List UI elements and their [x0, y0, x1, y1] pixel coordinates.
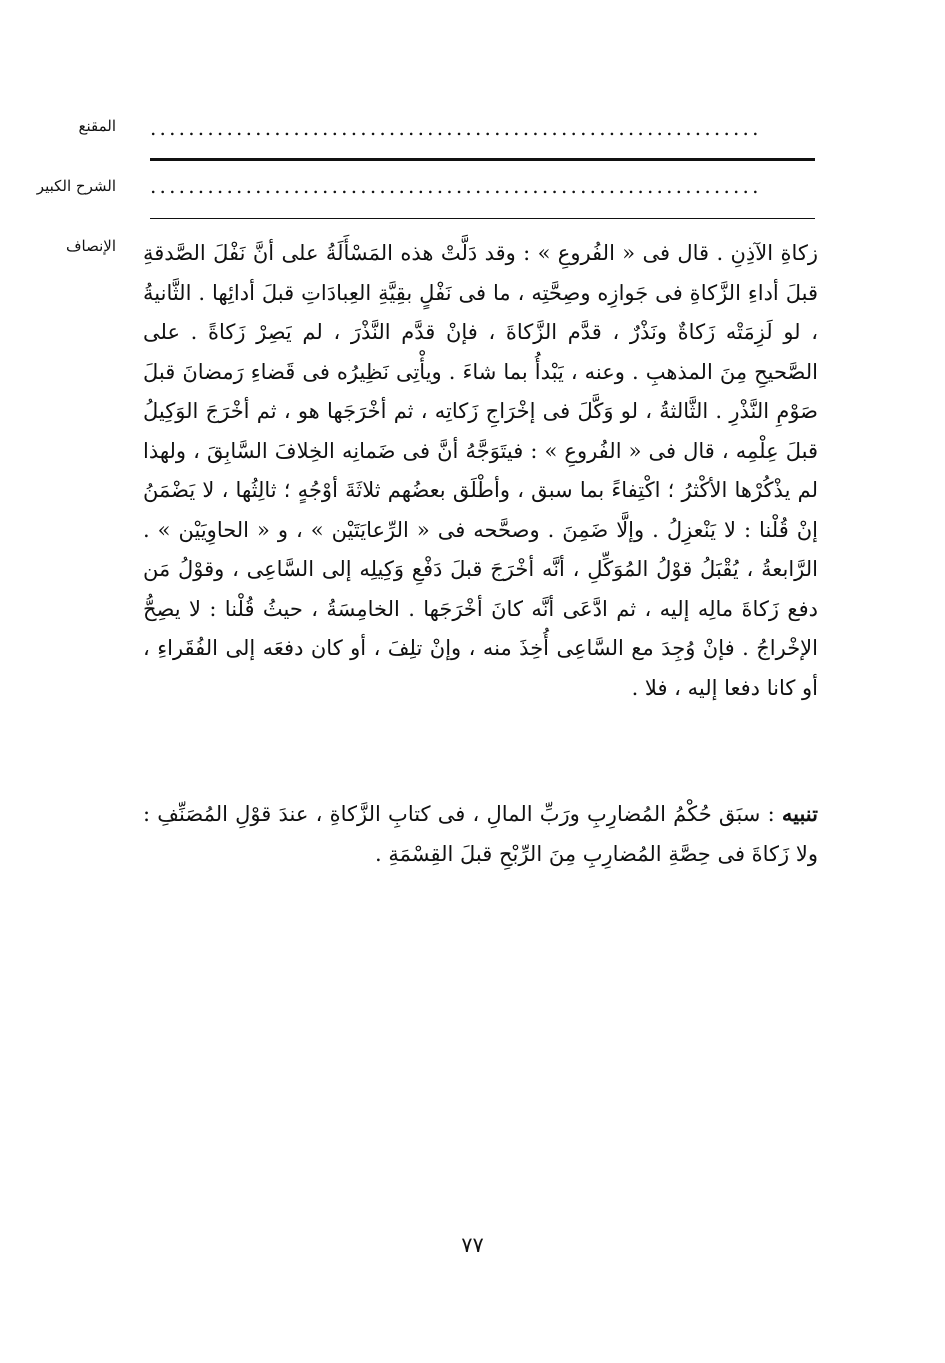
muqni-dots: ................................................................ [150, 118, 762, 138]
separator-rule-thick [150, 158, 815, 161]
page-number: ٧٧ [461, 1233, 484, 1257]
note-text: : سبَق حُكْمُ المُضارِبِ ورَبِّ المالِ ، فى كتابِ الزَّكاةِ ، عندَ قوْلِ المُصَنِّفِ : ولا زَكاةَ فى حِصَّةِ المُضارِبِ مِنَ الرِّبْحِ قبلَ القِسْمَةِ . [143, 802, 818, 866]
label-muqni: المقنع [78, 117, 116, 135]
separator-rule-thin [150, 218, 815, 219]
label-insaf: الإنصاف [65, 237, 116, 255]
note-block [143, 794, 818, 874]
label-sharh-kabir: الشرح الكبير [36, 177, 116, 195]
sharh-dots: ................................................................ [150, 176, 762, 196]
note-paragraph [143, 794, 818, 874]
insaf-body [143, 234, 818, 708]
insaf-paragraph: زكاةِ الآذِنِ . قال فى « الفُروعِ » : وقد دَلَّتْ هذه المَسْأَلَةُ على أنَّ نَفْلَ الصَّدقةِ قبلَ أداءِ الزَّكاةِ فى جَوازِه وصِحَّتِه ، ما فى نَفْلٍ بقِيَّةِ العِبادَاتِ قبلَ أدائِها . الثَّانيةُ ، لو لَزِمَتْه زَكاةٌ ونَذْرٌ ، قدَّم الزَّكاةَ ، فإنْ قدَّم النَّذْرَ ، لم يَصِرْ زَكاةً . على الصَّحيحِ مِنَ المذهبِ . وعنه ، يَبْدأُ بما شاءَ . ويأْتِى نَظِيرُه فى قَضاءِ رَمضانَ قبلَ صَوْمِ النَّذْرِ . الثَّالثةُ ، لو وَكَّلَ فى إخْرَاجِ زَكاتِه ، ثم أخْرَجَها هو ، ثم أخْرَجَ الوَكِيلُ قبلَ عِلْمِه ، قال فى « الفُروعِ » : فيتَوَجَّهُ أنَّ فى ضَمانِه الخِلافَ السَّابِقَ ، ولهذا لم يذْكُرْها الأكْثرُ ؛ اكْتِفاءً بما سبق ، وأطْلَق بعضُهم ثلاثَةَ أوْجُهٍ ؛ ثالِثُها ، لا يَضْمَنُ إنْ قُلْنا : لا يَنْعزِلُ . وإلَّا ضَمِنَ . وصحَّحه فى « الرِّعايَتَيْن » ، و « الحاوِيَيْن » . الرَّابعةُ ، يُقْبَلُ قوْلُ المُوَكِّلِ ، أنَّه أخْرَجَ قبلَ دَفْعِ وَكِيلِه إلى السَّاعِى ، وقوْلُ مَن دفع زَكاةَ مالِه إليه ، ثم ادَّعَى أنَّه كانَ أخْرَجَها . الخامِسَةُ ، حيثُ قُلْنا : لا يصِحُّ الإخْراجُ . فإنْ وُجِدَ مع السَّاعِى أُخِذَ منه ، وإنْ تلِفَ ، أو كان دفعَه إلى الفُقَراءِ ، أو كانا دفعا إليه ، فلا . [143, 241, 818, 700]
note-heading: تنبيه [781, 801, 818, 826]
